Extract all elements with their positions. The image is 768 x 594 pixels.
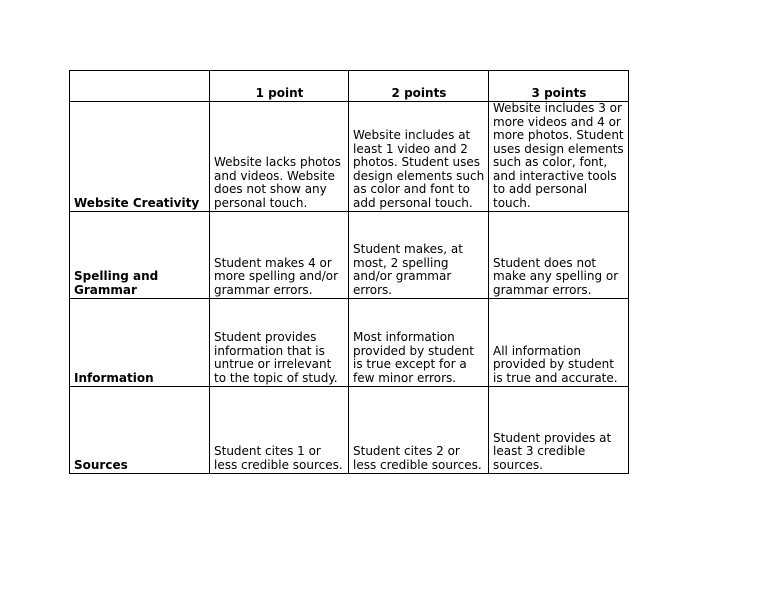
rubric-cell: Student provides at least 3 credible sources.	[489, 387, 629, 474]
criterion-cell: Information	[70, 299, 210, 387]
header-cell-2-points: 2 points	[349, 71, 489, 102]
table-row	[70, 299, 629, 387]
header-cell-3-points: 3 points	[489, 71, 629, 102]
criterion-cell: Spelling and Grammar	[70, 212, 210, 299]
table-row	[70, 102, 629, 212]
rubric-cell: Student cites 2 or less credible sources.	[349, 387, 489, 474]
rubric-cell: Student does not make any spelling or grammar errors.	[489, 212, 629, 299]
rubric-cell: All information provided by student is true and accurate.	[489, 299, 629, 387]
table-row	[70, 212, 629, 299]
rubric-cell: Student makes 4 or more spelling and/or grammar errors.	[210, 212, 349, 299]
header-cell-criteria	[70, 71, 210, 102]
rubric-cell: Most information provided by student is true except for a few minor errors.	[349, 299, 489, 387]
rubric-cell: Student makes, at most, 2 spelling and/or grammar errors.	[349, 212, 489, 299]
rubric-cell: Website includes at least 1 video and 2 photos. Student uses design elements such as color and font to add personal touch.	[349, 102, 489, 212]
rubric-cell: Student provides information that is untrue or irrelevant to the topic of study.	[210, 299, 349, 387]
header-row	[70, 71, 629, 102]
rubric-cell: Website includes 3 or more videos and 4 or more photos. Student uses design elements such as color, font, and interactive tools to add personal touch.	[489, 102, 629, 212]
rubric-cell: Website lacks photos and videos. Website does not show any personal touch.	[210, 102, 349, 212]
rubric-cell: Student cites 1 or less credible sources.	[210, 387, 349, 474]
header-cell-1-point: 1 point	[210, 71, 349, 102]
table-row	[70, 387, 629, 474]
criterion-cell: Sources	[70, 387, 210, 474]
criterion-cell: Website Creativity	[70, 102, 210, 212]
rubric-table	[69, 70, 629, 474]
